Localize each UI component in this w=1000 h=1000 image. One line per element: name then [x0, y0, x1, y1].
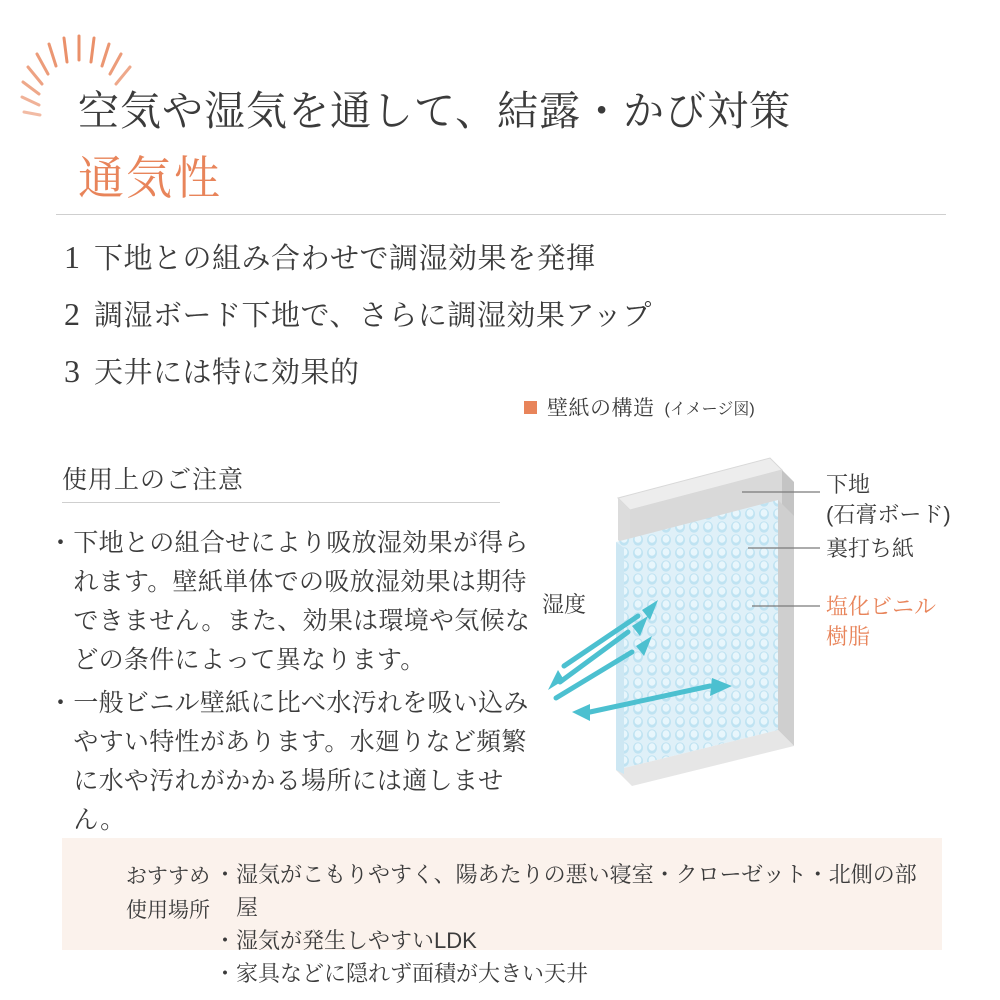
page-subtitle: 通気性	[78, 152, 222, 204]
notes-title: 使用上のご注意	[62, 466, 245, 494]
label-humidity: 湿度	[542, 592, 587, 617]
recommendation-box	[62, 838, 942, 986]
notes-list	[48, 524, 540, 844]
wallpaper-structure-diagram	[520, 430, 990, 820]
recommendation-text: 家具などに隠れず面積が大きい天井	[236, 961, 589, 986]
recommendation-list	[214, 858, 930, 990]
recommendation-label: おすすめ 使用場所	[125, 865, 211, 922]
list-item	[214, 957, 930, 990]
bullet-marker: ・	[214, 862, 237, 887]
label-base-board: 下地 (石膏ボード)	[826, 472, 951, 527]
page-title: 空気や湿気を通して、結露・かび対策	[78, 88, 792, 134]
diagram-heading-sub: (イメージ図)	[664, 400, 755, 418]
bullet-marker: ・	[214, 961, 237, 986]
header-divider	[56, 214, 946, 215]
feature-number: 1	[64, 239, 80, 275]
list-item	[48, 684, 540, 840]
recommendation-text: 湿気が発生しやすいLDK	[236, 928, 477, 953]
diagram-heading-main: 壁紙の構造	[547, 397, 655, 420]
list-item	[48, 524, 540, 680]
feature-number: 3	[64, 353, 80, 389]
bullet-marker: ・	[214, 928, 237, 953]
feature-list	[64, 236, 704, 407]
list-item	[214, 858, 930, 924]
feature-number: 2	[64, 296, 80, 332]
diagram-heading	[524, 392, 755, 422]
bullet-marker: ・	[48, 689, 74, 717]
label-vinyl-resin: 塩化ビニル 樹脂	[826, 594, 937, 649]
recommendation-text: 湿気がこもりやすく、陽あたりの悪い寝室・クローゼット・北側の部屋	[236, 862, 917, 920]
square-bullet-icon	[524, 401, 537, 414]
list-item	[64, 236, 704, 277]
list-item	[214, 924, 930, 957]
notes-divider	[62, 502, 500, 503]
feature-text: 下地との組み合わせで調湿効果を発揮	[94, 243, 596, 275]
bullet-marker: ・	[48, 529, 74, 557]
feature-text: 天井には特に効果的	[94, 357, 360, 389]
feature-text: 調湿ボード下地で、さらに調湿効果アップ	[94, 300, 652, 332]
list-item	[64, 350, 704, 391]
list-item	[64, 293, 704, 334]
note-text: 一般ビニル壁紙に比べ水汚れを吸い込みやすい特性があります。水廻りなど頻繁に水や汚れがかかる場所には適しません。	[73, 689, 529, 834]
label-backing-paper: 裏打ち紙	[826, 536, 915, 561]
note-text: 下地との組合せにより吸放湿効果が得られます。壁紙単体での吸放湿効果は期待できません。また、効果は環境や気候などの条件によって異なります。	[73, 529, 531, 674]
